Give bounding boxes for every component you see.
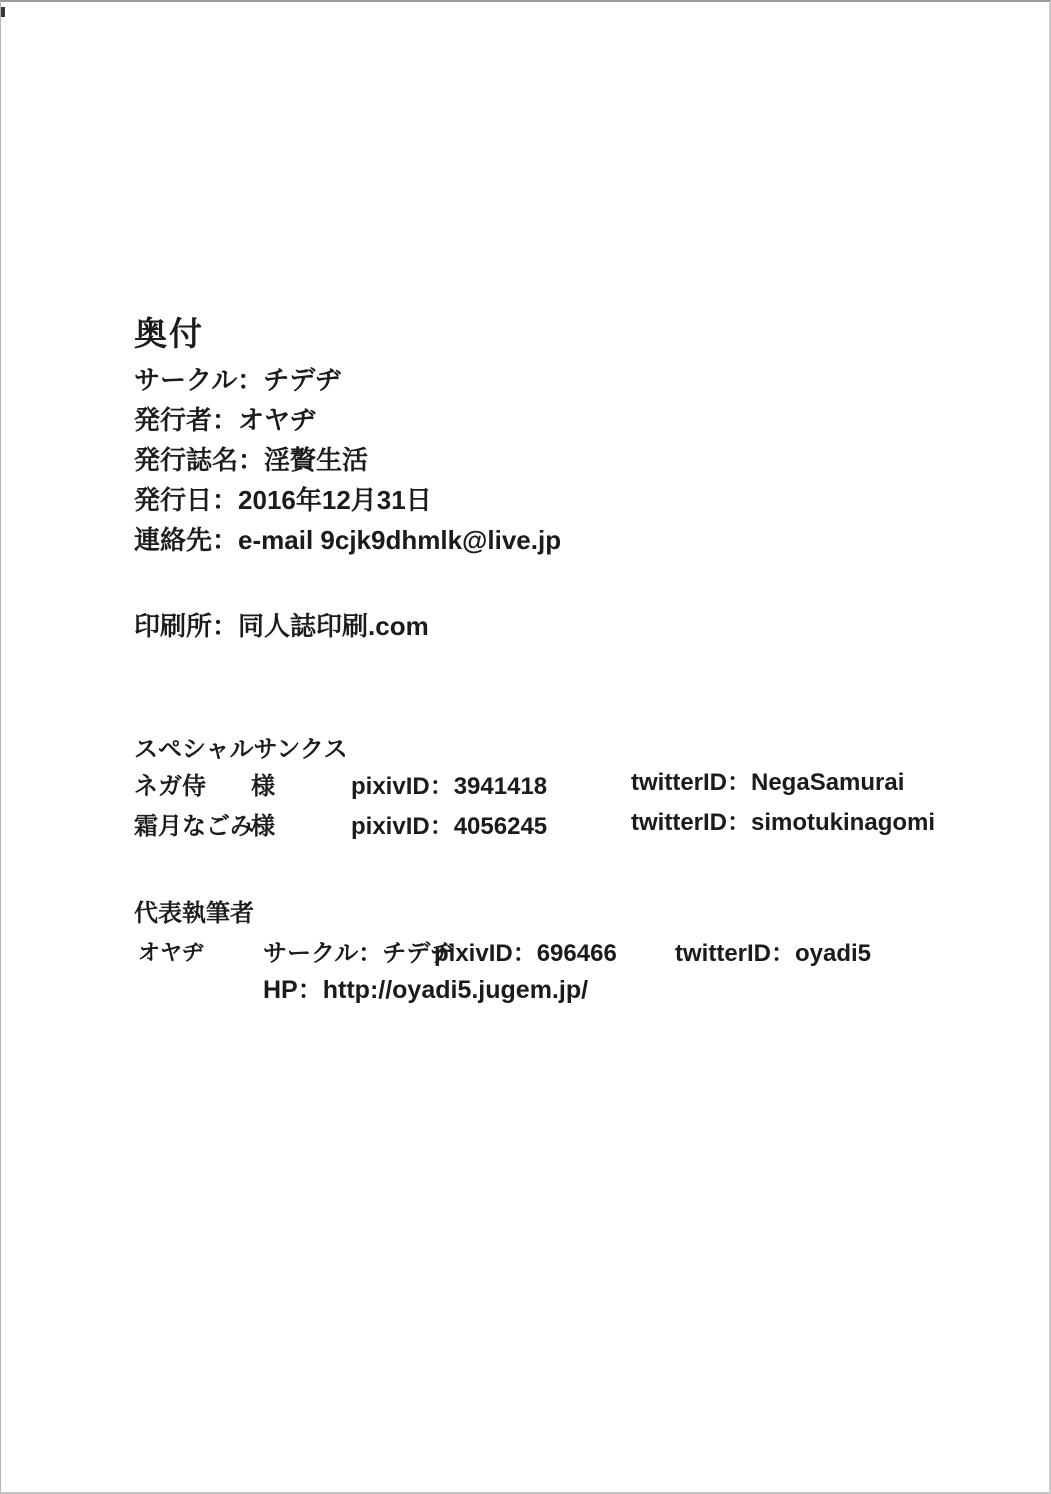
colon-separator: ： (297, 976, 323, 1004)
twitter-id-value: NegaSamurai (751, 769, 905, 796)
colophon-line-contact (134, 520, 561, 560)
author-name: オヤヂ (138, 940, 205, 965)
pixiv-id-label: pixivID (434, 940, 513, 967)
colon-separator: ： (212, 405, 239, 435)
pixiv-id-value: 696466 (536, 940, 617, 967)
twitter-id-label: twitterID (675, 940, 771, 967)
author-homepage-line (263, 970, 588, 1006)
circle-label: サークル (134, 365, 238, 395)
page-title: 奥付 (134, 315, 204, 352)
colon-separator: ： (238, 445, 265, 475)
author-circle (263, 933, 454, 968)
pixiv-id-label: pixivID (351, 813, 430, 840)
publication-title-label: 発行誌名 (134, 445, 239, 475)
colophon-line-publication-title (134, 440, 561, 480)
thanks-honorific: 様 (251, 813, 275, 840)
thanks-pixiv-id (351, 766, 547, 801)
circle-label: サークル (263, 940, 359, 967)
colophon-line-publication-date (134, 480, 561, 520)
colon-separator: ： (512, 940, 537, 967)
representative-author-row (1, 933, 1051, 965)
special-thanks-heading: スペシャルサンクス (134, 736, 348, 763)
circle-value: チデヂ (382, 940, 455, 967)
twitter-id-label: twitterID (631, 809, 727, 836)
special-thanks-row (1, 766, 1051, 798)
printer-line (134, 606, 429, 643)
author-pixiv-id (434, 933, 617, 968)
twitter-id-value: simotukinagomi (751, 809, 936, 836)
representative-author-heading: 代表執筆者 (134, 900, 254, 927)
scan-artifact-mark (1, 7, 5, 17)
thanks-pixiv-id (351, 806, 547, 841)
colophon-line-publisher (134, 400, 561, 440)
colophon-info-list (134, 360, 561, 560)
publisher-label: 発行者 (134, 405, 213, 435)
colon-separator: ： (212, 485, 239, 515)
publication-title-value: 淫贅生活 (264, 445, 369, 475)
thanks-name: 霜月なごみ (134, 813, 254, 840)
contact-email-value: e-mail 9cjk9dhmlk@live.jp (238, 525, 562, 555)
colon-separator: ： (212, 525, 239, 555)
pixiv-id-value: 3941418 (453, 773, 548, 800)
author-twitter-id (675, 933, 871, 968)
printer-value: 同人誌印刷.com (238, 611, 429, 641)
twitter-id-value: oyadi5 (795, 940, 872, 967)
publisher-value: オヤヂ (238, 405, 317, 435)
colon-separator: ： (358, 940, 383, 967)
colon-separator: ： (212, 611, 239, 641)
printer-label: 印刷所 (134, 611, 213, 641)
colon-separator: ： (727, 769, 751, 796)
thanks-twitter-id (631, 802, 935, 837)
publication-date-value: 2016年12月31日 (238, 485, 432, 515)
contact-label: 連絡先 (134, 525, 213, 555)
homepage-label: HP (263, 976, 298, 1004)
colon-separator: ： (771, 940, 795, 967)
pixiv-id-value: 4056245 (453, 813, 548, 840)
twitter-id-label: twitterID (631, 769, 727, 796)
special-thanks-row (1, 806, 1051, 838)
pixiv-id-label: pixivID (351, 773, 430, 800)
colon-separator: ： (727, 809, 751, 836)
thanks-honorific: 様 (251, 773, 275, 800)
homepage-url: http://oyadi5.jugem.jp/ (322, 976, 589, 1004)
colophon-line-circle (134, 360, 561, 400)
colon-separator: ： (429, 773, 454, 800)
thanks-name: ネガ侍 (134, 773, 206, 800)
publication-date-label: 発行日 (134, 485, 213, 515)
circle-value: チデヂ (263, 365, 342, 395)
thanks-twitter-id (631, 762, 904, 797)
colon-separator: ： (429, 813, 454, 840)
colon-separator: ： (237, 365, 264, 395)
